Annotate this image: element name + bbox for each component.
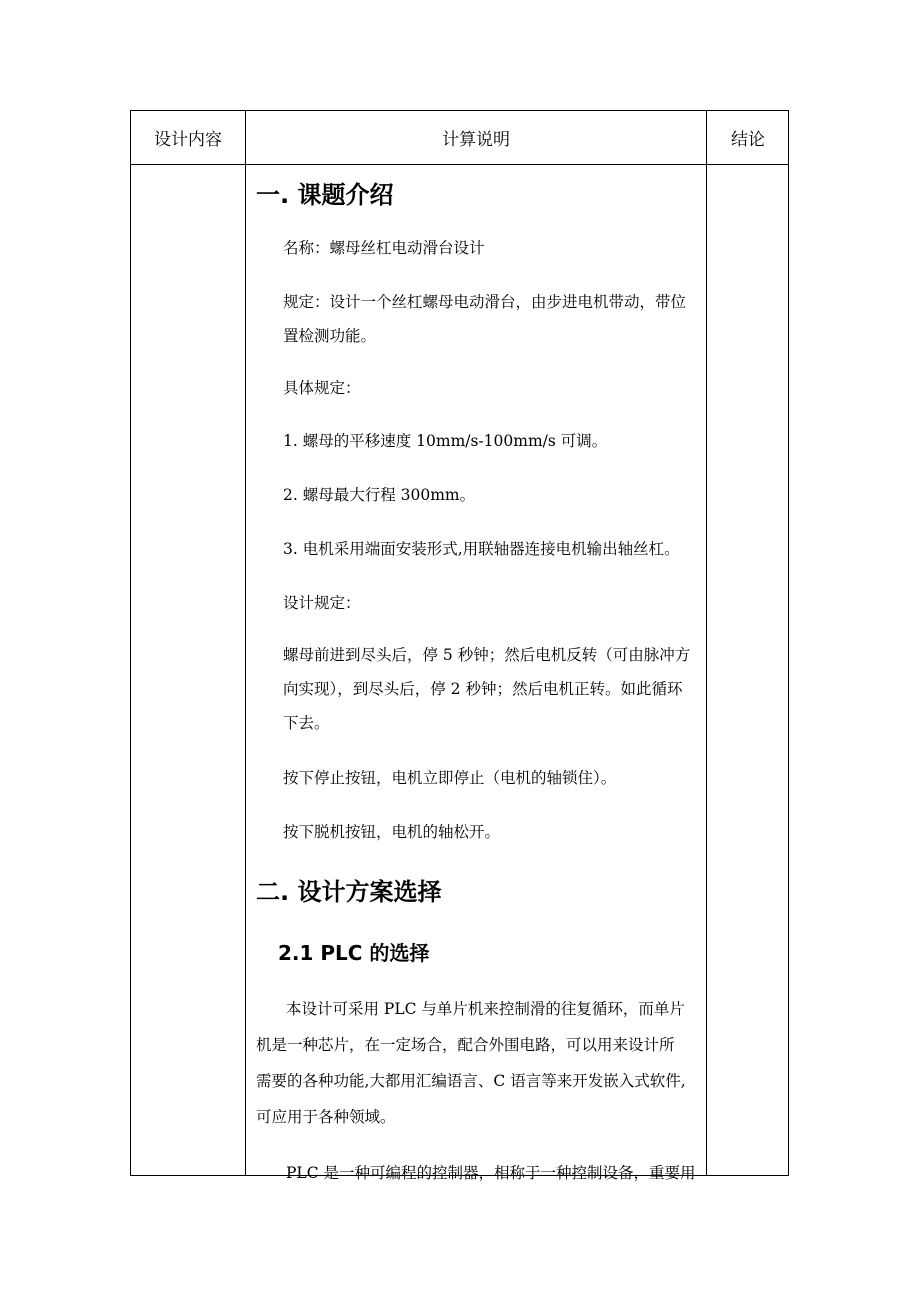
spec-line-1: 规定：设计一个丝杠螺母电动滑台，由步进电机带动，带位 bbox=[283, 293, 687, 311]
header-divider bbox=[131, 164, 788, 165]
spec-line-2: 置检测功能。 bbox=[283, 327, 377, 345]
para1-line-1: 本设计可采用 PLC 与单片机来控制滑的往复循环，而单片 bbox=[286, 1000, 685, 1018]
release-line: 按下脱机按钮，电机的轴松开。 bbox=[283, 823, 501, 841]
subsection-2-1-title: 2.1 PLC 的选择 bbox=[278, 941, 430, 965]
header-calculation-notes: 计算说明 bbox=[442, 130, 510, 150]
spec-item-1: 1. 螺母的平移速度 10mm/s-100mm/s 可调。 bbox=[283, 432, 608, 450]
header-design-content: 设计内容 bbox=[154, 130, 222, 150]
design-table bbox=[130, 110, 789, 1182]
column-divider-1 bbox=[245, 111, 246, 1175]
para2-line-1: PLC 是一种可编程的控制器，相称于一种控制设备，重要用 bbox=[286, 1164, 696, 1182]
spec-item-3: 3. 电机采用端面安装形式,用联轴器连接电机输出轴丝杠。 bbox=[283, 540, 680, 558]
design-title: 设计规定： bbox=[283, 594, 361, 612]
para1-line-3: 需要的各种功能,大都用汇编语言、C 语言等来开发嵌入式软件, bbox=[256, 1072, 686, 1090]
design-line-1: 螺母前进到尽头后，停 5 秒钟；然后电机反转（可由脉冲方 bbox=[283, 646, 691, 664]
para1-line-2: 机是一种芯片，在一定场合，配合外围电路，可以用来设计所 bbox=[256, 1036, 675, 1054]
spec-item-2: 2. 螺母最大行程 300mm。 bbox=[283, 486, 476, 504]
name-line: 名称：螺母丝杠电动滑台设计 bbox=[283, 239, 485, 257]
specific-title: 具体规定： bbox=[283, 379, 361, 397]
para1-line-4: 可应用于各种领域。 bbox=[256, 1108, 396, 1126]
section2-title: 二. 设计方案选择 bbox=[256, 878, 442, 906]
design-line-3: 下去。 bbox=[283, 714, 330, 732]
stop-line: 按下停止按钮，电机立即停止（电机的轴锁住）。 bbox=[283, 769, 617, 787]
column-divider-2 bbox=[706, 111, 707, 1175]
section1-title: 一. 课题介绍 bbox=[256, 181, 394, 209]
header-conclusion: 结论 bbox=[731, 130, 765, 150]
design-line-2: 向实现），到尽头后，停 2 秒钟；然后电机正转。如此循环 bbox=[283, 680, 683, 698]
